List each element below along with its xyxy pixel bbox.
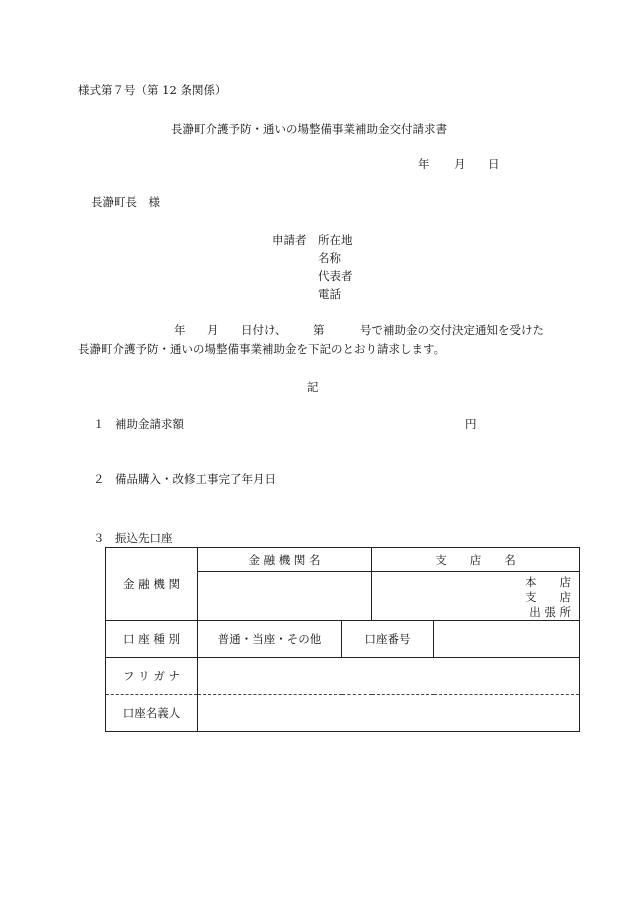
- applicant-phone-label: 電話: [318, 287, 341, 301]
- item-2-number: ２: [93, 472, 105, 486]
- date-month-label: 月: [454, 157, 466, 171]
- body-no-prefix: 第: [313, 323, 325, 337]
- item-3-label: 振込先口座: [115, 531, 173, 545]
- body-month: 月: [207, 323, 219, 337]
- branch-type-branch: 支 店: [525, 590, 571, 604]
- item-3-number: ３: [93, 531, 105, 545]
- form-number: 様式第７号（第 12 条関係）: [78, 83, 227, 97]
- account-holder-label: 口座名義人: [106, 695, 198, 732]
- account-type-options[interactable]: 普通・当座・その他: [198, 621, 342, 658]
- document-title: 長瀞町介護予防・通いの場整備事業補助金交付請求書: [171, 122, 447, 136]
- account-number-label: 口座番号: [342, 621, 434, 658]
- applicant-representative-label: 代表者: [318, 269, 353, 283]
- item-2-label: 備品購入・改修工事完了年月日: [115, 472, 276, 486]
- bank-name-field[interactable]: [198, 572, 372, 621]
- account-number-field[interactable]: [434, 621, 580, 658]
- branch-type-list: [372, 572, 580, 621]
- date-year-label: 年: [418, 157, 430, 171]
- bank-name-header: 金 融 機 関 名: [198, 548, 372, 572]
- institution-label: 金 融 機 関: [106, 548, 198, 621]
- furigana-label: フ リ ガ ナ: [106, 658, 198, 695]
- applicant-address-label: 所在地: [318, 233, 353, 247]
- ki-heading: 記: [307, 380, 319, 394]
- applicant-label: 申請者: [272, 233, 307, 247]
- branch-name-header: 支 店 名: [372, 548, 580, 572]
- furigana-field[interactable]: [198, 658, 580, 695]
- account-holder-field[interactable]: [198, 695, 580, 732]
- addressee: 長瀞町長 様: [91, 195, 160, 209]
- body-line1-rest: 号で補助金の交付決定通知を受けた: [360, 323, 544, 337]
- account-type-label: 口 座 種 別: [106, 621, 198, 658]
- item-1-label: 補助金請求額: [115, 417, 184, 431]
- body-line2: 長瀞町介護予防・通いの場整備事業補助金を下記のとおり請求します。: [78, 342, 446, 356]
- body-year: 年: [174, 323, 186, 337]
- branch-type-main-office: 本 店: [525, 575, 571, 589]
- body-day: 日付け、: [241, 323, 287, 337]
- branch-type-sub-branch: 出 張 所: [529, 605, 571, 619]
- date-day-label: 日: [488, 157, 500, 171]
- item-1-number: １: [93, 417, 105, 431]
- item-1-unit: 円: [465, 417, 477, 431]
- applicant-name-label: 名称: [318, 251, 341, 265]
- bank-account-table: [105, 547, 580, 732]
